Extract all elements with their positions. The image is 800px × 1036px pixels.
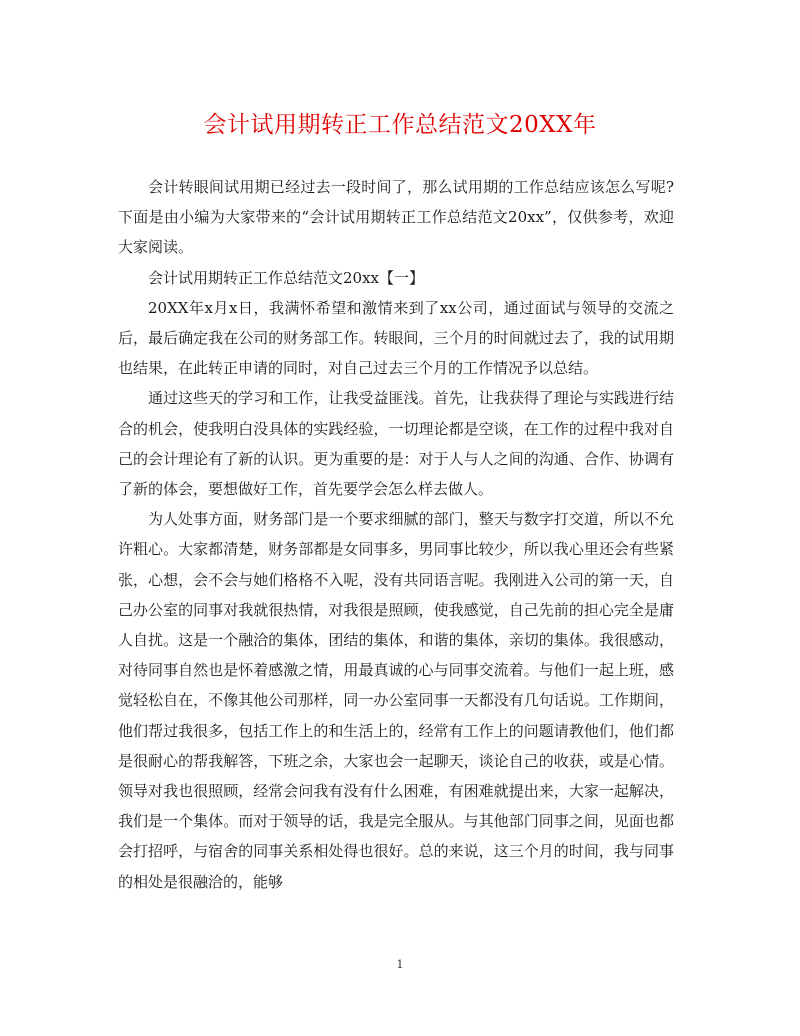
section-heading: 会计试用期转正工作总结范文20xx【一】 [148,268,425,287]
intro-paragraph: 会计转眼间试用期已经过去一段时间了，那么试用期的工作总结应该怎么写呢?下面是由小编为大家带来的“会计试用期转正工作总结范文20xx”，仅供参考，欢迎大家阅读。 [118,178,674,257]
body-paragraph-2: 通过这些天的学习和工作，让我受益匪浅。首先，让我获得了理论与实践进行结合的机会，使我明白没具体的实践经验，一切理论都是空谈，在工作的过程中我对自己的会计理论有了新的认识。更为重要的是：对于人与人之间的沟通、合作、协调有了新的体会，要想做好工作，首先要学会怎么样去做人。 [118,389,674,499]
document-title: 会计试用期转正工作总结范文20XX年 [203,112,597,138]
page-number: 1 [396,958,404,971]
body-paragraph-1: 20XX年x月x日，我满怀希望和激情来到了xx公司，通过面试与领导的交流之后，最后确定我在公司的财务部工作。转眼间，三个月的时间就过去了，我的试用期也结果，在此转正申请的同时，对自己过去三个月的工作情况予以总结。 [118,298,674,378]
body-paragraph-3: 为人处事方面，财务部门是一个要求细腻的部门，整天与数字打交道，所以不允许粗心。大家都清楚，财务部都是女同事多，男同事比较少，所以我心里还会有些紧张，心想，会不会与她们格格不入呢，没有共同语言呢。我刚进入公司的第一天，自己办公室的同事对我就很热情，对我很是照顾，使我感觉，自己先前的担心完全是庸人自扰。这是一个融洽的集体，团结的集体，和谐的集体，亲切的集体。我很感动，对待同事自然也是怀着感激之情，用最真诚的心与同事交流着。与他们一起上班，感觉轻松自在，不像其他公司那样，同一办公室同事一天都没有几句话说。工作期间，他们帮过我很多，包括工作上的和生活上的，经常有工作上的问题请教他们，他们都是很耐心的帮我解答，下班之余，大家也会一起聊天，谈论自己的收获，或是心情。领导对我也很照顾，经常会问我有没有什么困难，有困难就提出来，大家一起解决，我们是一个集体。而对于领导的话，我是完全服从。与其他部门同事之间，见面也都会打招呼，与宿舍的同事关系相处得也很好。总的来说，这三个月的时间，我与同事的相处是很融洽的，能够 [118,510,674,891]
document-body [118,172,674,897]
